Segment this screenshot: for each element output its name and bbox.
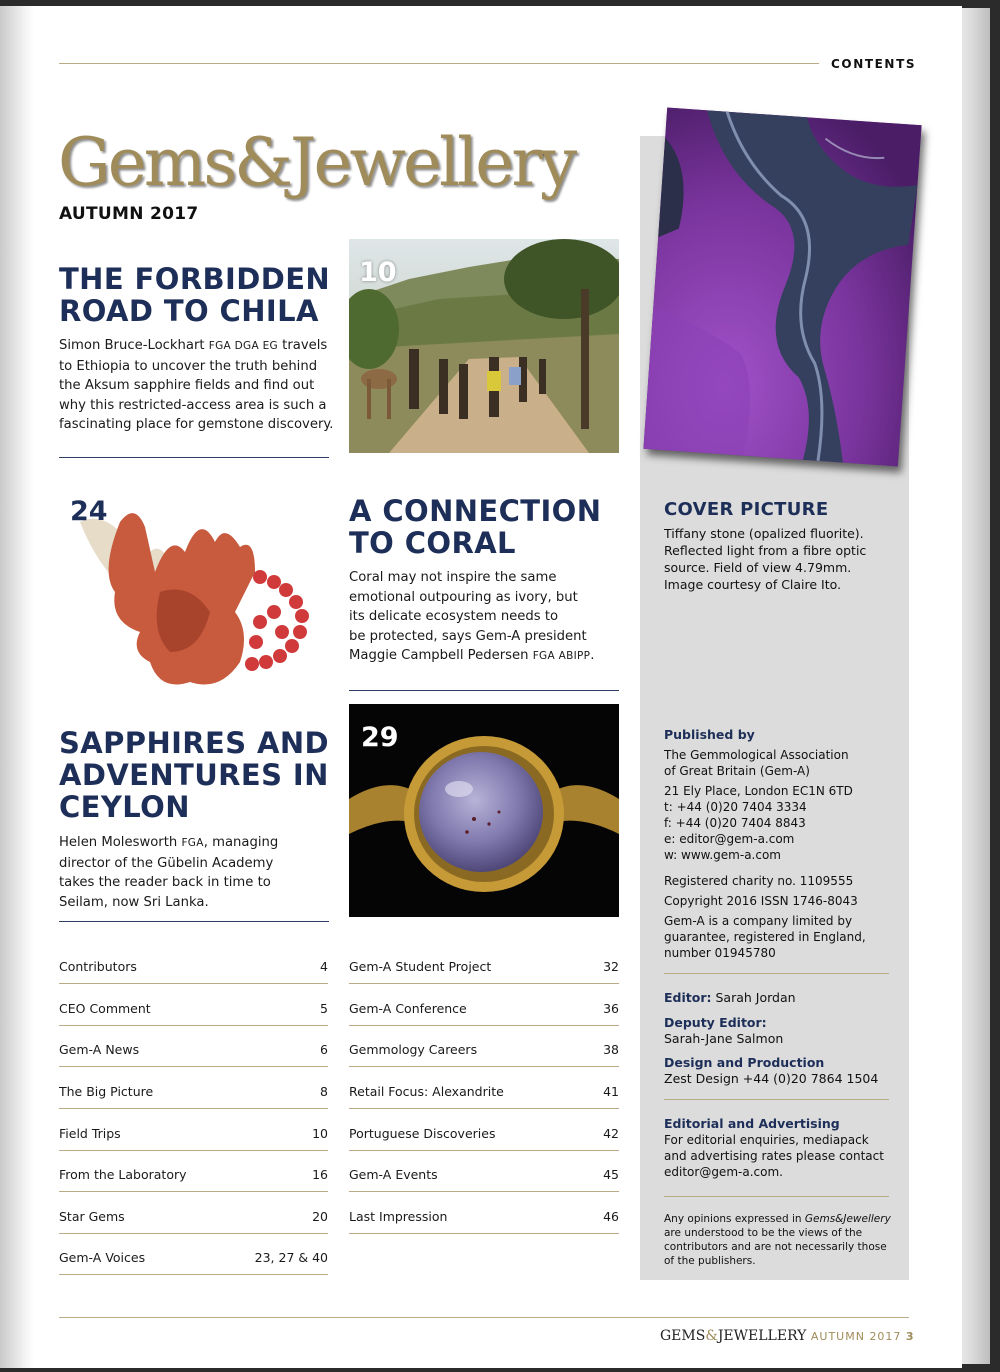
toc-item[interactable]: Gem-A Student Project 32 bbox=[349, 959, 619, 974]
publisher-email[interactable]: e: editor@gem-a.com bbox=[664, 832, 795, 846]
page-edge bbox=[962, 8, 990, 1364]
toc-divider bbox=[59, 1233, 328, 1234]
toc-item[interactable]: Gem-A Voices 23, 27 & 40 bbox=[59, 1250, 328, 1265]
toc-divider bbox=[59, 983, 328, 984]
toc-divider bbox=[349, 1233, 619, 1234]
toc-item[interactable]: Portuguese Discoveries 42 bbox=[349, 1126, 619, 1141]
advertising-email[interactable]: editor@gem-a.com. bbox=[664, 1165, 783, 1179]
masthead-title: Gems&Jewellery bbox=[58, 124, 575, 201]
toc-divider bbox=[349, 1066, 619, 1067]
page-footer: GEMS&JEWELLERY AUTUMN 2017 3 bbox=[660, 1328, 914, 1344]
issue-date: AUTUMN 2017 bbox=[59, 204, 199, 224]
ethiopia-road-photo[interactable] bbox=[349, 239, 619, 453]
headline-line: ADVENTURES IN bbox=[59, 758, 329, 792]
toc-item[interactable]: Gem-A Events 45 bbox=[349, 1167, 619, 1182]
headline-line: SAPPHIRES AND bbox=[59, 726, 330, 760]
toc-item[interactable]: CEO Comment 5 bbox=[59, 1001, 328, 1016]
design-credit: Design and Production Zest Design +44 (0)20 7864 1504 bbox=[664, 1055, 879, 1086]
footer-rule bbox=[59, 1317, 909, 1318]
feature-summary-coral: Coral may not inspire the same emotional outpouring as ivory, but its delicate ecosystem needs to be protected, says Gem-A president Maggie Campbell Pedersen FGA ABIPP. bbox=[349, 570, 595, 663]
sidebar-divider bbox=[664, 1099, 889, 1100]
toc-item[interactable]: Field Trips 10 bbox=[59, 1126, 328, 1141]
toc-divider bbox=[349, 1025, 619, 1026]
advertising-info: Editorial and Advertising For editorial enquiries, mediapack and advertising rates please contact editor@gem-a.com. bbox=[664, 1116, 884, 1179]
headline-line: CEYLON bbox=[59, 790, 190, 824]
feature-divider bbox=[59, 921, 329, 922]
toc-divider bbox=[349, 1108, 619, 1109]
toc-item[interactable]: Gem-A News 6 bbox=[59, 1042, 328, 1057]
disclaimer: Any opinions expressed in Gems&Jewellery are understood to be the views of the contributors and are not necessarily those of the publishers. bbox=[664, 1213, 891, 1267]
toc-divider bbox=[59, 1191, 328, 1192]
coral-photo[interactable] bbox=[60, 492, 330, 692]
toc-divider bbox=[59, 1025, 328, 1026]
toc-item[interactable]: The Big Picture 8 bbox=[59, 1084, 328, 1099]
feature-summary-ceylon: Helen Molesworth FGA, managing director of the Gübelin Academy takes the reader back in time to Seilam, now Sri Lanka. bbox=[59, 835, 279, 910]
section-label: CONTENTS bbox=[831, 57, 917, 71]
header-rule bbox=[59, 63, 819, 64]
page-number-badge: 10 bbox=[359, 257, 397, 288]
cover-image-tiffany-stone[interactable] bbox=[643, 108, 921, 467]
headline-line: ROAD TO CHILA bbox=[59, 294, 319, 328]
toc-item[interactable]: Contributors 4 bbox=[59, 959, 328, 974]
sapphire-ring-photo[interactable] bbox=[349, 704, 619, 917]
publisher-details: The Gemmological Association of Great Britain (Gem-A) 21 Ely Place, London EC1N 6TD t: +44 (0)20 7404 3334 f: +44 (0)20 7404 8843 e: editor@gem-a.com w: www.gem-a.com bbox=[664, 748, 853, 862]
feature-divider bbox=[59, 457, 329, 458]
headline-line: TO CORAL bbox=[349, 526, 516, 560]
toc-divider bbox=[349, 1191, 619, 1192]
toc-divider bbox=[349, 983, 619, 984]
sidebar-divider bbox=[664, 1196, 889, 1197]
deputy-editor-credit: Deputy Editor: Sarah-Jane Salmon bbox=[664, 1015, 784, 1046]
toc-divider bbox=[349, 1150, 619, 1151]
toc-item[interactable]: From the Laboratory 16 bbox=[59, 1167, 328, 1182]
feature-summary-chila: Simon Bruce-Lockhart FGA DGA EG travels to Ethiopia to uncover the truth behind the Aksum sapphire fields and find out why this restricted-access area is such a fascinating place for gemstone discovery. bbox=[59, 338, 334, 432]
page-number-badge: 29 bbox=[361, 722, 399, 753]
headline-line: A CONNECTION bbox=[349, 494, 602, 528]
toc-item[interactable]: Gemmology Careers 38 bbox=[349, 1042, 619, 1057]
toc-divider bbox=[59, 1066, 328, 1067]
feature-divider bbox=[349, 690, 619, 691]
feature-headline-chila[interactable] bbox=[59, 263, 330, 327]
publisher-website[interactable]: w: www.gem-a.com bbox=[664, 848, 781, 862]
registration-details: Registered charity no. 1109555 Copyright 2016 ISSN 1746-8043 Gem-A is a company limited by guarantee, registered in England, number 01945780 bbox=[664, 874, 866, 960]
sidebar-divider bbox=[664, 973, 889, 974]
feature-headline-coral[interactable] bbox=[349, 495, 601, 559]
page-number-badge: 24 bbox=[70, 496, 108, 527]
toc-item[interactable]: Gem-A Conference 36 bbox=[349, 1001, 619, 1016]
toc-item[interactable]: Last Impression 46 bbox=[349, 1209, 619, 1224]
cover-caption: Tiffany stone (opalized fluorite). Reflected light from a fibre optic source. Field of view 4.79mm. Image courtesy of Claire Ito. bbox=[664, 526, 867, 592]
published-by-heading: Published by bbox=[664, 727, 755, 742]
page-number: 3 bbox=[905, 1330, 914, 1343]
editor-credit: Editor: Sarah Jordan bbox=[664, 990, 796, 1005]
magazine-page bbox=[0, 6, 962, 1368]
toc-item[interactable]: Retail Focus: Alexandrite 41 bbox=[349, 1084, 619, 1099]
toc-item[interactable]: Star Gems 20 bbox=[59, 1209, 328, 1224]
toc-divider bbox=[59, 1274, 328, 1275]
feature-headline-ceylon[interactable] bbox=[59, 727, 329, 823]
toc-divider bbox=[59, 1108, 328, 1109]
headline-line: THE FORBIDDEN bbox=[59, 262, 331, 296]
cover-picture-heading: COVER PICTURE bbox=[664, 499, 829, 520]
page-gutter-shadow bbox=[0, 6, 34, 1368]
toc-divider bbox=[59, 1150, 328, 1151]
